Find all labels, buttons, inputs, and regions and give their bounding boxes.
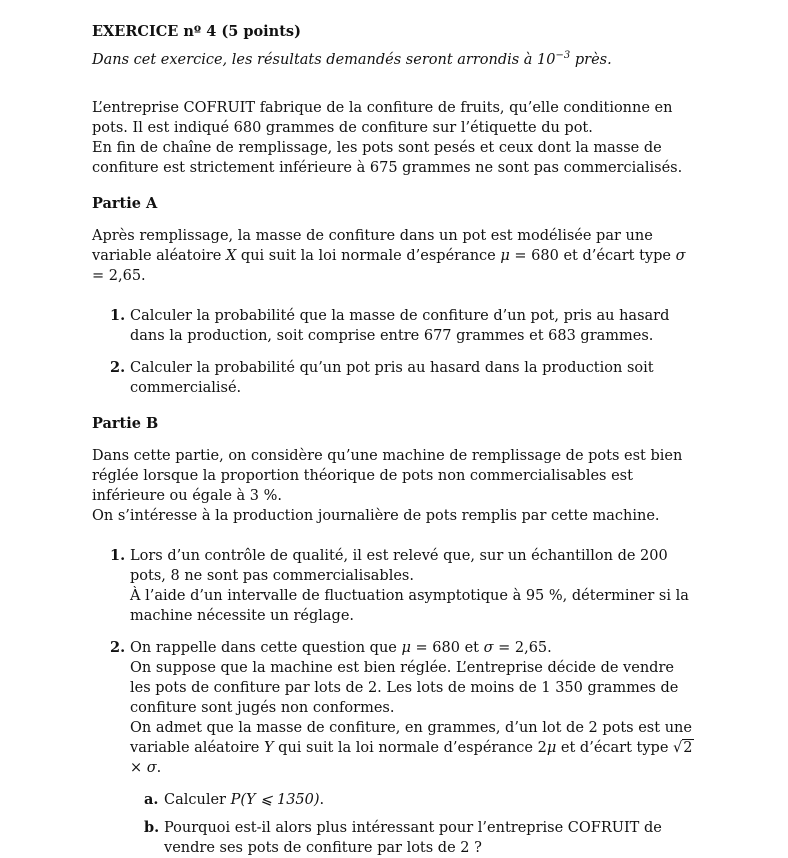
context-paragraph-2: En fin de chaîne de remplissage, les pots sont pesés et ceux dont la masse de confiture est strictement inférieure à 675 grammes ne sont pas commercialisés. (92, 140, 683, 176)
part-b-question-2b: b. Pourquoi est-il alors plus intéressant pour l’entreprise COFRUIT de vendre ses pots de confiture par lots de 2 ? (144, 819, 662, 856)
exercise-page (92, 22, 698, 858)
distribution-statement: On admet que la masse de confiture, en grammes, d’un lot de 2 pots est une variable aléatoire Y qui suit la loi normale d’espérance 2μ et d’écart type √2 × σ. (130, 720, 693, 776)
part-a-question-2: 2. Calculer la probabilité qu’un pot pris au hasard dans la production soit commercialisé. (110, 359, 654, 396)
part-b-heading: Partie B (92, 415, 159, 432)
exercise-intro: Dans cet exercice, les résultats demandés seront arrondis à $10^{-3}$ près. (92, 50, 612, 68)
square-root: √2 (673, 740, 693, 756)
context-paragraph-1: L’entreprise COFRUIT fabrique de la confiture de fruits, qu’elle conditionne en pots. Il est indiqué 680 grammes de confiture sur l’étiquette du pot. (92, 100, 673, 136)
part-a-statement: Après remplissage, la masse de confiture dans un pot est modélisée par une variable aléatoire X qui suit la loi normale d’espérance μ = 680 et d’écart type σ = 2,65. (92, 228, 686, 284)
part-b-statement-2: On s’intéresse à la production journalière de pots remplis par cette machine. (92, 508, 660, 524)
part-b-question-2a: a. Calculer P(Y ⩽ 1350). (144, 791, 325, 808)
recall-line: On rappelle dans cette question que μ = 680 et σ = 2,65. (130, 640, 552, 656)
part-a-question-1: 1. Calculer la probabilité que la masse de confiture d’un pot, pris au hasard dans la production, soit comprise entre 677 grammes et 683 grammes. (110, 307, 670, 344)
exercise-title: EXERCICE nº 4 (5 points) (92, 23, 301, 40)
part-b-question-1: 1. Lors d’un contrôle de qualité, il est relevé que, sur un échantillon de 200 pots, 8 ne sont pas commercialisables. À l’aide d’un intervalle de fluctuation asymptotique à 95 %, déterminer si la machine nécessite un réglage. (110, 547, 689, 624)
part-b-question-2: 2. On rappelle dans cette question que μ = 680 et σ = 2,65. On suppose que la machine est bien réglée. L’entreprise décide de vendre les pots de confiture par lots de 2. Les lots de moins de 1 350 grammes de confiture sont jugés non conformes. On admet que la masse de confiture, en grammes, d’un lot de 2 pots est une variable aléatoire Y qui suit la loi normale d’espérance 2μ et d’écart type √2 × σ. (92, 638, 698, 778)
exponent: −3 (555, 50, 571, 62)
part-a-heading: Partie A (92, 195, 158, 212)
part-b-statement-1: Dans cette partie, on considère qu’une machine de remplissage de pots est bien réglée lorsque la proportion théorique de pots non commercialisables est inférieure ou égale à 3 %. (92, 448, 683, 504)
